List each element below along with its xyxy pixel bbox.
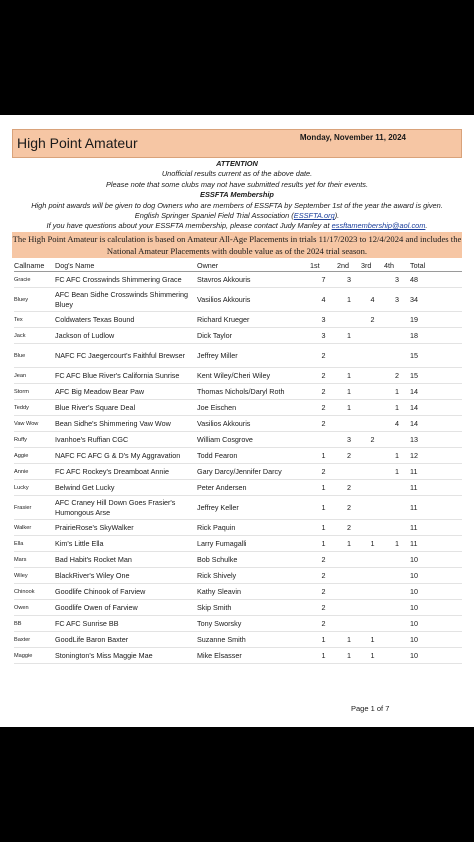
second-place-cell xyxy=(337,584,361,600)
callname-cell: Wiley xyxy=(14,568,55,584)
first-place-cell: 1 xyxy=(310,520,337,536)
owner-cell: Vasilios Akkouris xyxy=(197,288,310,312)
column-header-second: 2nd xyxy=(337,259,361,272)
third-place-cell: 4 xyxy=(361,288,384,312)
dog-name-cell: Goodlife Owen of Farview xyxy=(55,600,197,616)
first-place-cell: 3 xyxy=(310,312,337,328)
second-place-cell xyxy=(337,600,361,616)
report-date: Monday, November 11, 2024 xyxy=(299,133,406,142)
callname-cell: Jack xyxy=(14,328,55,344)
dog-name-cell: FC AFC Rockey's Dreamboat Annie xyxy=(55,464,197,480)
column-header-total: Total xyxy=(410,259,462,272)
dog-name-cell: FC AFC Crosswinds Shimmering Grace xyxy=(55,272,197,288)
results-table xyxy=(14,259,462,664)
fourth-place-cell xyxy=(384,600,410,616)
fourth-place-cell: 2 xyxy=(384,368,410,384)
table-row xyxy=(14,272,462,288)
owner-cell: Rick Paquin xyxy=(197,520,310,536)
total-cell: 10 xyxy=(410,600,462,616)
owner-cell: Stavros Akkouris xyxy=(197,272,310,288)
second-place-cell: 2 xyxy=(337,480,361,496)
owner-cell: Jeffrey Keller xyxy=(197,496,310,520)
fourth-place-cell: 1 xyxy=(384,384,410,400)
document-page xyxy=(0,115,474,727)
owner-cell: Richard Krueger xyxy=(197,312,310,328)
dog-name-cell: Blue River's Square Deal xyxy=(55,400,197,416)
second-place-cell xyxy=(337,568,361,584)
membership-heading: ESSFTA Membership xyxy=(200,190,274,200)
owner-cell: Suzanne Smith xyxy=(197,632,310,648)
notice-line: English Springer Spaniel Field Trial Association (ESSFTA.org). xyxy=(134,211,340,221)
callname-cell: Bluey xyxy=(14,288,55,312)
callname-cell: Ruffy xyxy=(14,432,55,448)
total-cell: 48 xyxy=(410,272,462,288)
second-place-cell xyxy=(337,312,361,328)
callname-cell: Ella xyxy=(14,536,55,552)
dog-name-cell: FC AFC Blue River's California Sunrise xyxy=(55,368,197,384)
third-place-cell xyxy=(361,520,384,536)
total-cell: 10 xyxy=(410,568,462,584)
second-place-cell: 2 xyxy=(337,496,361,520)
total-cell: 12 xyxy=(410,448,462,464)
second-place-cell xyxy=(337,416,361,432)
notice-line: If you have questions about your ESSFTA membership, please contact Judy Manley at essftamembership@aol.com. xyxy=(46,221,428,231)
table-row xyxy=(14,568,462,584)
second-place-cell: 3 xyxy=(337,272,361,288)
callname-cell: Baxter xyxy=(14,632,55,648)
owner-cell: Gary Darcy/Jennifer Darcy xyxy=(197,464,310,480)
column-header-owner: Owner xyxy=(197,259,310,272)
table-row xyxy=(14,552,462,568)
fourth-place-cell xyxy=(384,552,410,568)
table-header-row xyxy=(14,259,462,272)
calculation-note: The High Point Amateur is calculation is based on Amateur All-Age Placements in trials 11/17/2023 to 12/4/2024 and includes the National Amateur Placements with double value as of the 2024 trial season. xyxy=(12,234,462,256)
second-place-cell: 1 xyxy=(337,536,361,552)
title-bar xyxy=(12,129,462,158)
owner-cell: Kathy Sleavin xyxy=(197,584,310,600)
dog-name-cell: Bean Sidhe's Shimmering Vaw Wow xyxy=(55,416,197,432)
first-place-cell: 1 xyxy=(310,632,337,648)
notice-line: Please note that some clubs may not have submitted results yet for their events. xyxy=(105,179,369,189)
total-cell: 14 xyxy=(410,384,462,400)
dog-name-cell: AFC Craney Hill Down Goes Frasier's Humongous Arse xyxy=(55,496,197,520)
first-place-cell: 1 xyxy=(310,480,337,496)
third-place-cell xyxy=(361,568,384,584)
first-place-cell: 1 xyxy=(310,536,337,552)
third-place-cell xyxy=(361,448,384,464)
table-row xyxy=(14,328,462,344)
third-place-cell: 2 xyxy=(361,432,384,448)
third-place-cell xyxy=(361,480,384,496)
fourth-place-cell xyxy=(384,496,410,520)
third-place-cell xyxy=(361,616,384,632)
essfta-link[interactable]: ESSFTA.org xyxy=(293,211,335,221)
owner-cell: Thomas Nichols/Daryl Roth xyxy=(197,384,310,400)
second-place-cell: 2 xyxy=(337,448,361,464)
table-row xyxy=(14,464,462,480)
callname-cell: Lucky xyxy=(14,480,55,496)
table-row xyxy=(14,616,462,632)
callname-cell: Mars xyxy=(14,552,55,568)
first-place-cell: 2 xyxy=(310,568,337,584)
total-cell: 34 xyxy=(410,288,462,312)
fourth-place-cell: 3 xyxy=(384,288,410,312)
dog-name-cell: PrairieRose's SkyWalker xyxy=(55,520,197,536)
table-row xyxy=(14,416,462,432)
first-place-cell: 2 xyxy=(310,616,337,632)
notice-line: High point awards will be given to dog Owners who are members of ESSFTA by September 1st of the year the award is given. xyxy=(31,200,443,210)
callname-cell: Blue xyxy=(14,344,55,368)
table-row xyxy=(14,496,462,520)
dog-name-cell: Kim's Little Ella xyxy=(55,536,197,552)
callname-cell: Gracie xyxy=(14,272,55,288)
table-row xyxy=(14,448,462,464)
fourth-place-cell xyxy=(384,632,410,648)
total-cell: 19 xyxy=(410,312,462,328)
callname-cell: Maggie xyxy=(14,648,55,664)
third-place-cell xyxy=(361,416,384,432)
callname-cell: Walker xyxy=(14,520,55,536)
fourth-place-cell xyxy=(384,616,410,632)
owner-cell: Kent Wiley/Cheri Wiley xyxy=(197,368,310,384)
owner-cell: Vasilios Akkouris xyxy=(197,416,310,432)
callname-cell: Storm xyxy=(14,384,55,400)
table-row xyxy=(14,584,462,600)
attention-heading: ATTENTION xyxy=(216,159,258,168)
callname-cell: Frasier xyxy=(14,496,55,520)
owner-cell: Mike Elsasser xyxy=(197,648,310,664)
total-cell: 14 xyxy=(410,400,462,416)
table-row xyxy=(14,632,462,648)
fourth-place-cell xyxy=(384,344,410,368)
second-place-cell: 1 xyxy=(337,632,361,648)
total-cell: 11 xyxy=(410,496,462,520)
first-place-cell: 2 xyxy=(310,552,337,568)
dog-name-cell: BlackRiver's Wiley One xyxy=(55,568,197,584)
page-number: Page 1 of 7 xyxy=(351,704,390,713)
third-place-cell xyxy=(361,552,384,568)
fourth-place-cell xyxy=(384,328,410,344)
total-cell: 15 xyxy=(410,344,462,368)
callname-cell: Aggie xyxy=(14,448,55,464)
column-header-dog: Dog's Name xyxy=(55,259,197,272)
callname-cell: BB xyxy=(14,616,55,632)
callname-cell: Tex xyxy=(14,312,55,328)
total-cell: 10 xyxy=(410,632,462,648)
column-header-third: 3rd xyxy=(361,259,384,272)
callname-cell: Owen xyxy=(14,600,55,616)
first-place-cell: 3 xyxy=(310,328,337,344)
total-cell: 10 xyxy=(410,648,462,664)
notice-line: Unofficial results current as of the above date. xyxy=(161,169,313,179)
owner-cell: Todd Fearon xyxy=(197,448,310,464)
fourth-place-cell xyxy=(384,520,410,536)
column-header-first: 1st xyxy=(310,259,337,272)
attention-notice xyxy=(12,159,462,232)
fourth-place-cell: 4 xyxy=(384,416,410,432)
second-place-cell xyxy=(337,464,361,480)
dog-name-cell: Belwind Get Lucky xyxy=(55,480,197,496)
fourth-place-cell: 3 xyxy=(384,272,410,288)
fourth-place-cell: 1 xyxy=(384,536,410,552)
dog-name-cell: Stonington's Miss Maggie Mae xyxy=(55,648,197,664)
total-cell: 10 xyxy=(410,584,462,600)
dog-name-cell: Bad Habit's Rocket Man xyxy=(55,552,197,568)
total-cell: 11 xyxy=(410,480,462,496)
second-place-cell: 1 xyxy=(337,400,361,416)
dog-name-cell: AFC Big Meadow Bear Paw xyxy=(55,384,197,400)
table-row xyxy=(14,432,462,448)
second-place-cell xyxy=(337,344,361,368)
dog-name-cell: Jackson of Ludlow xyxy=(55,328,197,344)
dog-name-cell: GoodLife Baron Baxter xyxy=(55,632,197,648)
owner-cell: Tony Sworsky xyxy=(197,616,310,632)
first-place-cell: 4 xyxy=(310,288,337,312)
dog-name-cell: Coldwaters Texas Bound xyxy=(55,312,197,328)
owner-cell: Bob Schulke xyxy=(197,552,310,568)
third-place-cell xyxy=(361,400,384,416)
first-place-cell: 2 xyxy=(310,344,337,368)
first-place-cell: 2 xyxy=(310,600,337,616)
owner-cell: Peter Andersen xyxy=(197,480,310,496)
column-header-callname: Callname xyxy=(14,259,55,272)
dog-name-cell: NAFC FC AFC G & D's My Aggravation xyxy=(55,448,197,464)
third-place-cell: 1 xyxy=(361,536,384,552)
second-place-cell xyxy=(337,552,361,568)
callname-cell: Annie xyxy=(14,464,55,480)
table-row xyxy=(14,368,462,384)
dog-name-cell: AFC Bean Sidhe Crosswinds Shimmering Bluey xyxy=(55,288,197,312)
page-title: High Point Amateur xyxy=(17,135,138,151)
table-row xyxy=(14,536,462,552)
table-row xyxy=(14,480,462,496)
third-place-cell xyxy=(361,464,384,480)
third-place-cell: 2 xyxy=(361,312,384,328)
second-place-cell: 1 xyxy=(337,648,361,664)
total-cell: 15 xyxy=(410,368,462,384)
third-place-cell xyxy=(361,496,384,520)
table-row xyxy=(14,288,462,312)
first-place-cell: 7 xyxy=(310,272,337,288)
column-header-fourth: 4th xyxy=(384,259,410,272)
owner-cell: William Cosgrove xyxy=(197,432,310,448)
third-place-cell xyxy=(361,384,384,400)
total-cell: 11 xyxy=(410,536,462,552)
second-place-cell: 1 xyxy=(337,368,361,384)
total-cell: 10 xyxy=(410,552,462,568)
third-place-cell xyxy=(361,600,384,616)
dog-name-cell: NAFC FC Jaegercourt's Faithful Brewser xyxy=(55,344,197,368)
first-place-cell: 2 xyxy=(310,400,337,416)
total-cell: 14 xyxy=(410,416,462,432)
first-place-cell: 2 xyxy=(310,464,337,480)
total-cell: 18 xyxy=(410,328,462,344)
dog-name-cell: FC AFC Sunrise BB xyxy=(55,616,197,632)
owner-cell: Jeffrey Miller xyxy=(197,344,310,368)
first-place-cell: 2 xyxy=(310,368,337,384)
third-place-cell: 1 xyxy=(361,648,384,664)
total-cell: 11 xyxy=(410,464,462,480)
callname-cell: Vaw Wow xyxy=(14,416,55,432)
table-row xyxy=(14,520,462,536)
table-row xyxy=(14,312,462,328)
second-place-cell: 3 xyxy=(337,432,361,448)
table-row xyxy=(14,600,462,616)
second-place-cell: 1 xyxy=(337,328,361,344)
fourth-place-cell xyxy=(384,568,410,584)
third-place-cell: 1 xyxy=(361,632,384,648)
third-place-cell xyxy=(361,344,384,368)
dog-name-cell: Goodlife Chinook of Farview xyxy=(55,584,197,600)
second-place-cell: 1 xyxy=(337,384,361,400)
first-place-cell xyxy=(310,432,337,448)
second-place-cell: 1 xyxy=(337,288,361,312)
fourth-place-cell xyxy=(384,584,410,600)
first-place-cell: 2 xyxy=(310,584,337,600)
fourth-place-cell xyxy=(384,432,410,448)
callname-cell: Teddy xyxy=(14,400,55,416)
owner-cell: Larry Fumagalli xyxy=(197,536,310,552)
first-place-cell: 2 xyxy=(310,416,337,432)
membership-email-link[interactable]: essftamembership@aol.com xyxy=(331,221,426,231)
dog-name-cell: Ivanhoe's Ruffian CGC xyxy=(55,432,197,448)
third-place-cell xyxy=(361,272,384,288)
total-cell: 10 xyxy=(410,616,462,632)
owner-cell: Joe Eischen xyxy=(197,400,310,416)
fourth-place-cell xyxy=(384,480,410,496)
first-place-cell: 1 xyxy=(310,448,337,464)
owner-cell: Rick Shively xyxy=(197,568,310,584)
fourth-place-cell: 1 xyxy=(384,464,410,480)
fourth-place-cell: 1 xyxy=(384,448,410,464)
second-place-cell xyxy=(337,616,361,632)
total-cell: 11 xyxy=(410,520,462,536)
third-place-cell xyxy=(361,328,384,344)
fourth-place-cell xyxy=(384,648,410,664)
first-place-cell: 1 xyxy=(310,648,337,664)
callname-cell: Chinook xyxy=(14,584,55,600)
table-row xyxy=(14,384,462,400)
third-place-cell xyxy=(361,368,384,384)
third-place-cell xyxy=(361,584,384,600)
callname-cell: Jean xyxy=(14,368,55,384)
owner-cell: Skip Smith xyxy=(197,600,310,616)
first-place-cell: 2 xyxy=(310,384,337,400)
table-row xyxy=(14,344,462,368)
first-place-cell: 1 xyxy=(310,496,337,520)
second-place-cell: 2 xyxy=(337,520,361,536)
owner-cell: Dick Taylor xyxy=(197,328,310,344)
fourth-place-cell: 1 xyxy=(384,400,410,416)
total-cell: 13 xyxy=(410,432,462,448)
table-row xyxy=(14,648,462,664)
table-row xyxy=(14,400,462,416)
fourth-place-cell xyxy=(384,312,410,328)
